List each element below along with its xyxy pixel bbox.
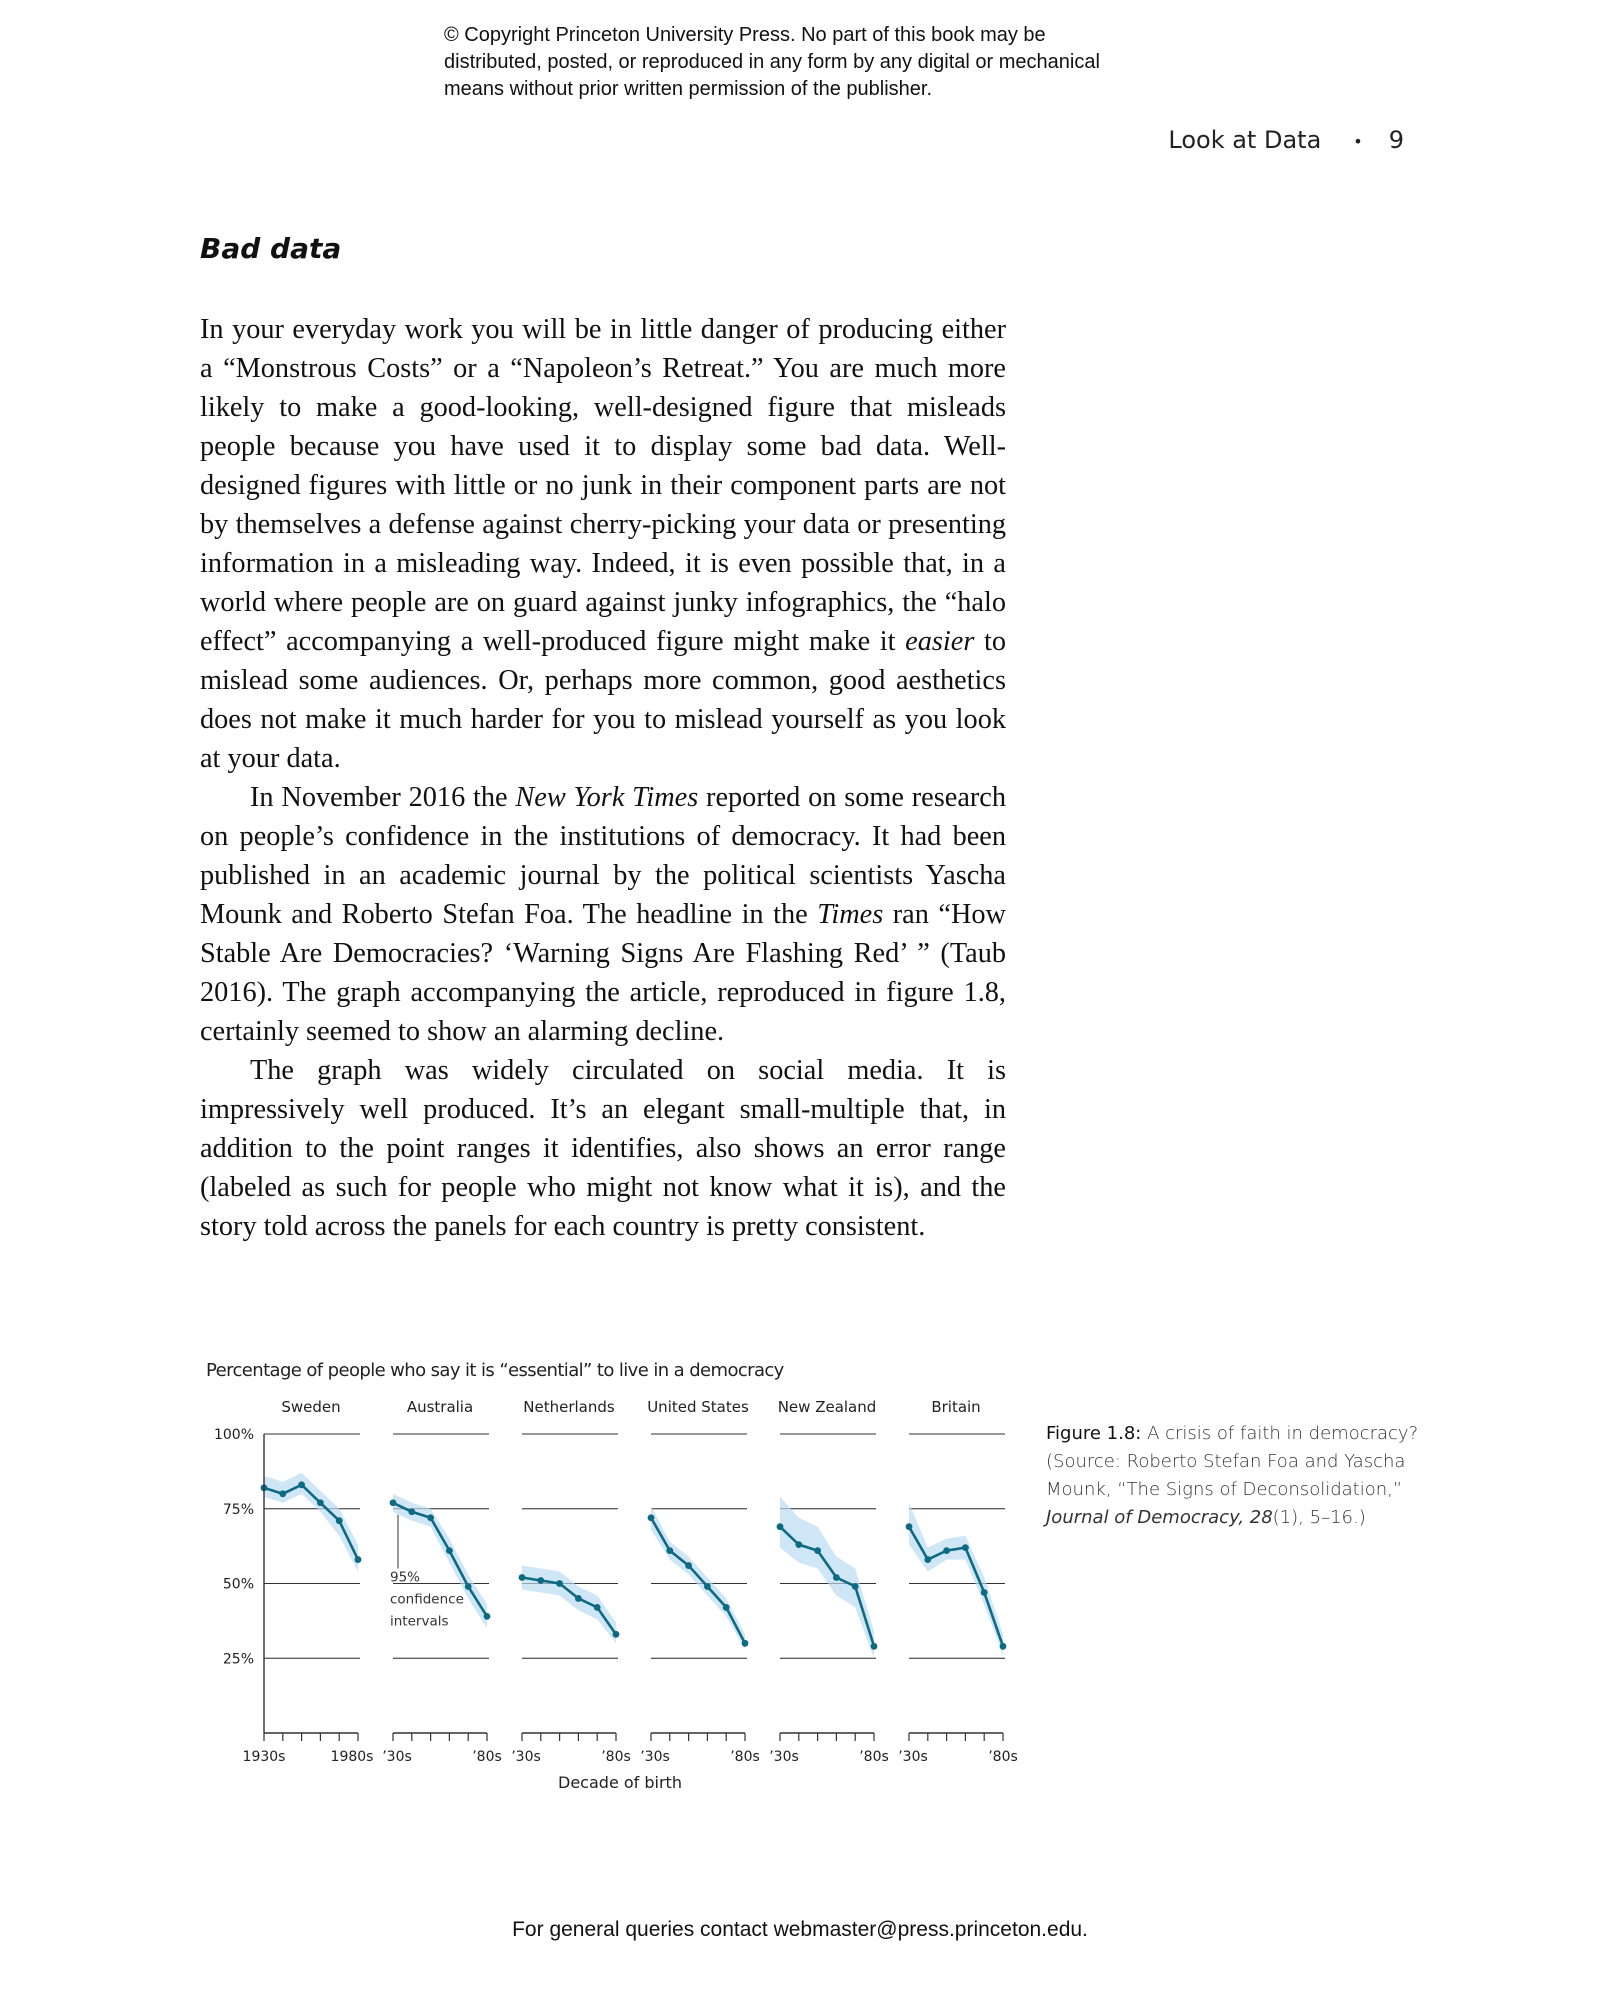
panel-label: New Zealand	[777, 1398, 877, 1416]
body-text	[200, 310, 1006, 1246]
italic-text: New York Times	[515, 782, 699, 813]
data-point	[852, 1583, 859, 1590]
panel-label: Sweden	[281, 1398, 341, 1416]
data-point	[871, 1643, 878, 1650]
figure-caption	[1046, 1420, 1466, 1532]
y-tick-label: 75%	[222, 1501, 254, 1518]
data-point	[575, 1595, 582, 1602]
italic-text: Times	[817, 899, 884, 930]
data-point	[613, 1631, 620, 1638]
panel-label: Australia	[406, 1398, 474, 1416]
copyright-line: distributed, posted, or reproduced in any form by any digital or mechanical	[444, 51, 1100, 73]
paragraph-text: to mislead some audiences. Or, perhaps more common, good aesthetics does not make it much harder for you to mislead yourself as you look at your data.	[200, 626, 1006, 774]
copyright-notice	[444, 22, 1204, 103]
y-tick-label: 25%	[222, 1651, 254, 1668]
chapter-title: Look at Data	[1168, 126, 1322, 154]
paragraph-text: reported on some research on people’s confidence in the institutions of democracy. It had been published in an academic journal by the political scientists Yascha Mounk and Roberto Stefan Foa. The headline in the	[200, 782, 1007, 930]
data-point	[390, 1499, 397, 1506]
x-tick-label: ’80s	[730, 1749, 760, 1765]
x-tick-label: 1980s	[330, 1749, 374, 1765]
data-point	[777, 1523, 784, 1530]
chart-title: Percentage of people who say it is “essential” to live in a democracy	[206, 1360, 784, 1381]
x-tick-label: ’30s	[382, 1749, 412, 1765]
data-point	[723, 1604, 730, 1611]
data-point	[279, 1490, 286, 1497]
data-point	[704, 1583, 711, 1590]
paragraph-text: ran “How Stable Are Democracies? ‘Warning Signs Are Flashing Red’ ” (Taub 2016). The graph accompanying the article, reproduced in figure 1.8, certainly seemed to show an alarming decline.	[200, 899, 1006, 1047]
annotation-text	[390, 1570, 464, 1630]
confidence-band	[909, 1503, 1003, 1655]
data-point	[336, 1517, 343, 1524]
paragraph	[200, 778, 1006, 1051]
running-head	[1168, 126, 1404, 154]
x-tick-label: ’80s	[859, 1749, 889, 1765]
italic-text: easier	[905, 626, 975, 657]
data-point	[666, 1547, 673, 1554]
bullet-separator: •	[1353, 131, 1363, 151]
data-point	[833, 1574, 840, 1581]
x-tick-label: ’30s	[511, 1749, 541, 1765]
paragraph-text: The graph was widely circulated on social media. It is impressively well produced. It’s an elegant small-multiple that, in addition to the point ranges it identifies, also shows an error range (labeled as such for people who might not know what it is), and the story told across the panels for each country is pretty consistent.	[200, 1055, 1006, 1242]
paragraph	[200, 1051, 1006, 1246]
data-point	[943, 1547, 950, 1554]
data-point	[685, 1562, 692, 1569]
small-multiple-chart	[200, 1390, 1020, 1800]
caption-text: A crisis of faith in democracy? (Source: Roberto Stefan Foa and Yascha Mounk, “The Signs of Deconsolidation,”	[1046, 1423, 1419, 1500]
y-tick-label: 100%	[213, 1427, 254, 1443]
x-axis-label: Decade of birth	[558, 1773, 682, 1792]
data-point	[981, 1589, 988, 1596]
x-tick-label: ’30s	[769, 1749, 799, 1765]
section-title: Bad data	[200, 232, 342, 265]
confidence-band	[780, 1497, 874, 1658]
data-point	[594, 1604, 601, 1611]
annotation-line: intervals	[390, 1613, 449, 1630]
figure-label: Figure 1.8:	[1046, 1423, 1142, 1444]
data-point	[1000, 1643, 1007, 1650]
copyright-line: means without prior written permission of the publisher.	[444, 78, 933, 100]
x-tick-label: ’80s	[472, 1749, 502, 1765]
annotation-line: 95%	[390, 1569, 421, 1586]
data-point	[465, 1583, 472, 1590]
data-point	[446, 1547, 453, 1554]
data-point	[484, 1613, 491, 1620]
data-point	[742, 1640, 749, 1647]
caption-text: Journal of Democracy, 28	[1046, 1507, 1273, 1528]
data-point	[427, 1514, 434, 1521]
data-point	[519, 1574, 526, 1581]
data-point	[906, 1523, 913, 1530]
confidence-band	[393, 1494, 487, 1629]
data-point	[648, 1514, 655, 1521]
data-point	[298, 1481, 305, 1488]
data-point	[556, 1580, 563, 1587]
caption-text: (1), 5–16.)	[1272, 1507, 1366, 1528]
annotation-line: confidence	[390, 1591, 464, 1608]
data-point	[317, 1499, 324, 1506]
paragraph	[200, 310, 1006, 778]
data-point	[924, 1556, 931, 1563]
data-point	[537, 1577, 544, 1584]
y-tick-label: 50%	[222, 1576, 254, 1593]
confidence-band	[522, 1566, 616, 1644]
panel-label: Netherlands	[523, 1398, 615, 1416]
copyright-line: © Copyright Princeton University Press. No part of this book may be	[444, 24, 1046, 46]
paragraph-text: In your everyday work you will be in little danger of producing either a “Monstrous Costs” or a “Napoleon’s Retreat.” You are much more likely to make a good-looking, well-designed figure that misleads people because you have used it to display some bad data. Well-designed figures with little or no junk in their component parts are not by themselves a defense against cherry-picking your data or presenting information in a misleading way. Indeed, it is even possible that, in a world where people are on guard against junky infographics, the “halo effect” accompanying a well-produced figure might make it	[200, 314, 1006, 657]
data-point	[962, 1544, 969, 1551]
paragraph-text: In November 2016 the	[250, 782, 516, 813]
data-point	[408, 1508, 415, 1515]
data-point	[814, 1547, 821, 1554]
data-point	[355, 1556, 362, 1563]
page-number: 9	[1388, 126, 1404, 154]
x-tick-label: ’30s	[898, 1749, 928, 1765]
x-tick-label: ’80s	[601, 1749, 631, 1765]
x-tick-label: ’30s	[640, 1749, 670, 1765]
footer-contact: For general queries contact webmaster@press.princeton.edu.	[512, 1918, 1088, 1941]
panel-label: United States	[647, 1398, 749, 1416]
data-point	[795, 1541, 802, 1548]
panel-label: Britain	[931, 1398, 981, 1416]
x-tick-label: 1930s	[242, 1749, 286, 1765]
confidence-band	[264, 1473, 358, 1572]
x-tick-label: ’80s	[988, 1749, 1018, 1765]
